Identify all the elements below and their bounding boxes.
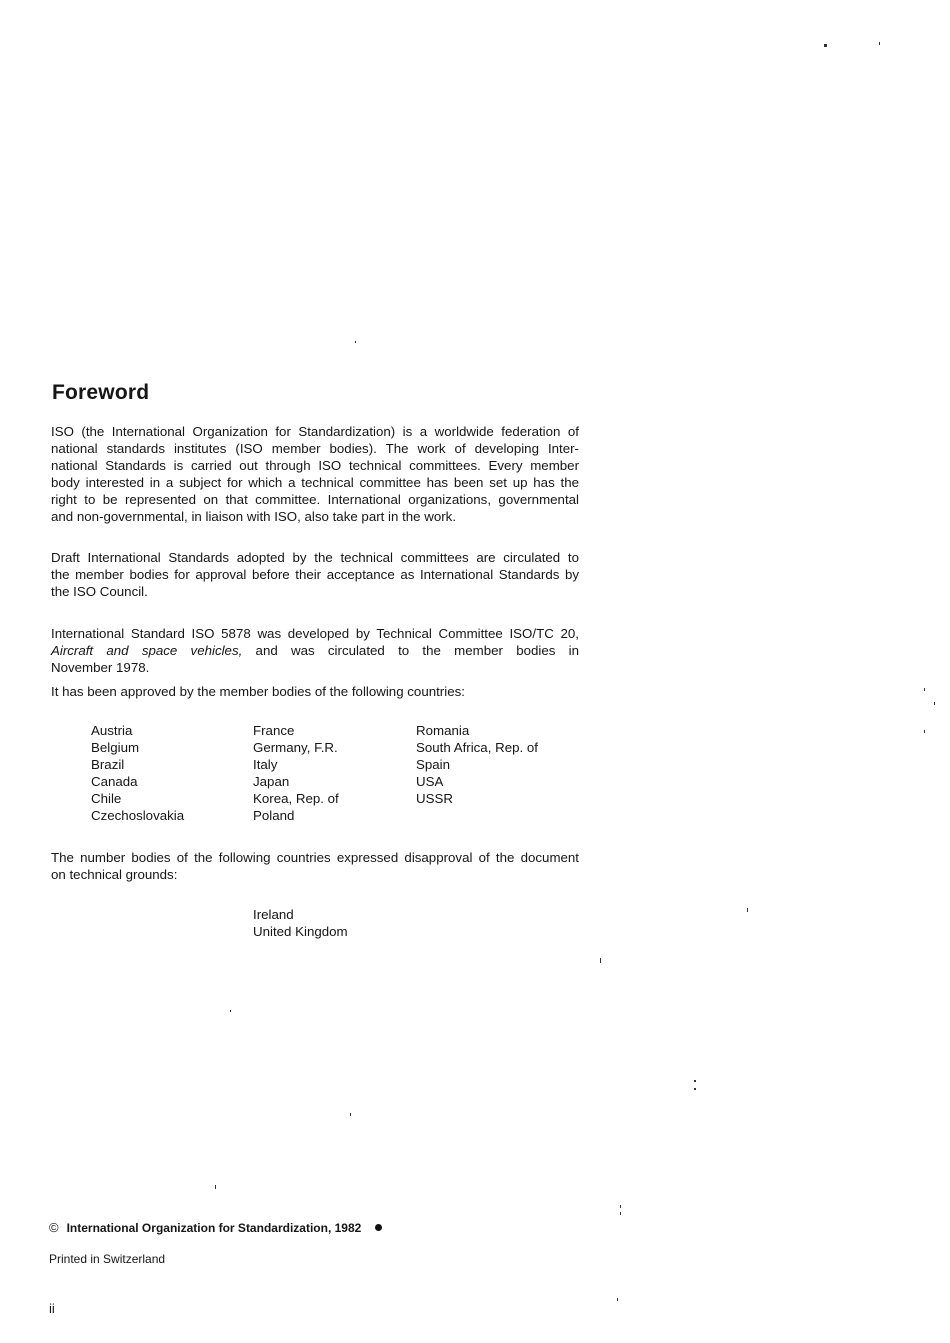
country-name: Italy (253, 757, 278, 772)
text-line: ISO (the International Organization for Standardization) is a worldwide federation of (51, 424, 579, 439)
committee-title: Aircraft and space vehicles, (51, 643, 243, 658)
scan-speck (215, 1185, 216, 1189)
text-line: It has been approved by the member bodies of the following countries: (51, 684, 465, 699)
country-name: Spain (416, 757, 451, 772)
country-name: Ireland (253, 907, 294, 922)
country-name: Korea, Rep. of (253, 791, 339, 806)
country-name: Romania (416, 723, 470, 738)
text-line: national standards institutes (ISO member bodies). The work of developing Inter- (51, 441, 579, 456)
printed-location: Printed in Switzerland (49, 1252, 166, 1266)
scan-speck (350, 1113, 351, 1116)
approval-intro (51, 683, 579, 700)
country-name: Poland (253, 808, 295, 823)
copyright-notice (49, 1220, 382, 1235)
country-name: Chile (91, 791, 122, 806)
country-name: USA (416, 774, 444, 789)
text-line: November 1978. (51, 660, 150, 675)
foreword-heading: Foreword (52, 381, 150, 404)
country-name: South Africa, Rep. of (416, 740, 538, 755)
page-number: ii (49, 1301, 55, 1316)
text-line: Draft International Standards adopted by the technical committees are circulated to (51, 550, 579, 565)
foreword-paragraph-1 (51, 423, 579, 525)
approving-countries-column-3 (416, 722, 538, 807)
country-name: Belgium (91, 740, 140, 755)
bullet-icon (375, 1224, 382, 1231)
country-name: USSR (416, 791, 453, 806)
approving-countries-column-2 (253, 722, 339, 824)
scan-speck (230, 1010, 231, 1012)
country-name: Japan (253, 774, 290, 789)
foreword-paragraph-3 (51, 625, 579, 676)
text-line: right to be represented on that committee. International organizations, governmental (51, 492, 579, 507)
disapproval-intro (51, 849, 579, 883)
scan-speck (924, 730, 925, 733)
text-line: body interested in a subject for which a technical committee has been set up has the (51, 475, 579, 490)
scan-speck (620, 1205, 621, 1208)
country-name: Brazil (91, 757, 125, 772)
approving-countries-column-1 (91, 722, 184, 824)
scan-speck (747, 908, 748, 912)
scan-speck (620, 1212, 621, 1215)
scan-speck (934, 702, 935, 705)
country-name: France (253, 723, 295, 738)
copyright-icon: © (49, 1220, 59, 1235)
scan-speck (355, 341, 356, 343)
copyright-text: International Organization for Standardization, 1982 (66, 1221, 362, 1235)
scan-speck (600, 958, 601, 963)
scan-speck (824, 44, 827, 47)
text-line: national Standards is carried out through ISO technical committees. Every member (51, 458, 579, 473)
text-line: and non-governmental, in liaison with ISO, also take part in the work. (51, 509, 457, 524)
scan-speck (694, 1088, 696, 1090)
disapproving-countries (253, 906, 348, 940)
country-name: Canada (91, 774, 138, 789)
text-fragment: and was circulated to the member bodies in (242, 643, 579, 658)
country-name: United Kingdom (253, 924, 348, 939)
text-line: The number bodies of the following countries expressed disapproval of the document (51, 850, 579, 865)
text-line: the member bodies for approval before their acceptance as International Standards by (51, 567, 579, 582)
text-line: International Standard ISO 5878 was developed by Technical Committee ISO/TC 20, (51, 626, 579, 641)
foreword-paragraph-2 (51, 549, 579, 600)
scan-speck (924, 688, 925, 691)
text-line (51, 642, 579, 659)
scan-speck (694, 1080, 696, 1082)
country-name: Czechoslovakia (91, 808, 185, 823)
text-line: on technical grounds: (51, 867, 178, 882)
scan-speck (879, 42, 880, 45)
country-name: Austria (91, 723, 133, 738)
text-line: the ISO Council. (51, 584, 148, 599)
country-name: Germany, F.R. (253, 740, 338, 755)
scan-speck (617, 1298, 618, 1301)
